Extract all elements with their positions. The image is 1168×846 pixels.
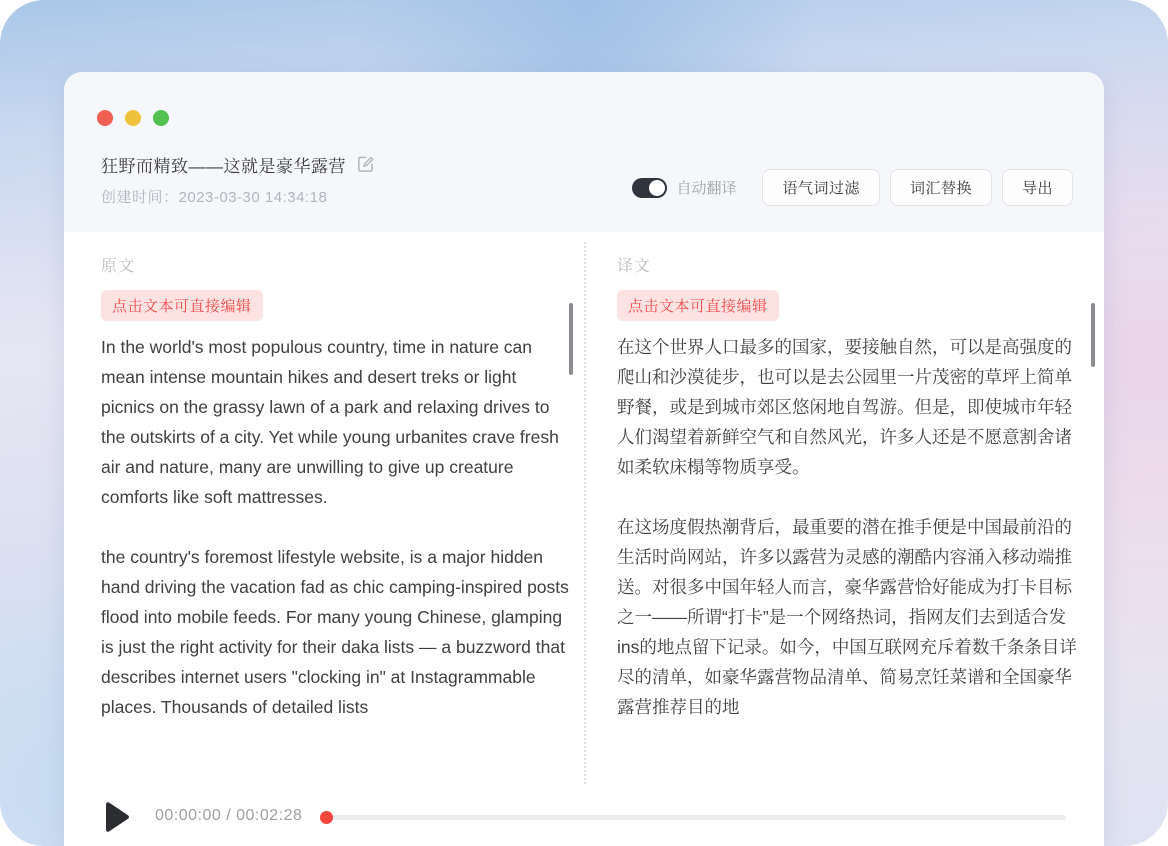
edit-title-button[interactable] [356, 155, 375, 174]
filter-tone-words-button[interactable]: 语气词过滤 [762, 169, 880, 206]
translation-heading: 译文 [617, 258, 652, 275]
source-paragraph[interactable]: the country's foremost lifestyle website, is a major hidden hand driving the vacation fad as chic camping-inspired posts flood into mobile feeds. For many young Chinese, glamping is just the right activity for their daka lists — a buzzword that describes internet users "clocking in" at Instagrammable places. Thousands of detailed lists [101, 547, 569, 717]
window-header [64, 72, 1104, 232]
document-title: 狂野而精致——这就是豪华露营 [101, 157, 346, 176]
translation-column [617, 232, 1085, 788]
translation-paragraph[interactable]: 在这个世界人口最多的国家，要接触自然，可以是高强度的爬山和沙漠徒步，也可以是去公园里一片茂密的草坪上简单野餐，或是到城市郊区悠闲地自驾游。但是，即使城市年轻人们渴望着新鲜空气和自然风光，许多人还是不愿意割舍诸如柔软床榻等物质享受。 [617, 337, 1072, 477]
vocabulary-replace-button[interactable]: 词汇替换 [890, 169, 992, 206]
progress-bar[interactable] [326, 815, 1066, 820]
play-button[interactable] [103, 801, 131, 833]
document-title-row [101, 152, 375, 177]
close-window-button[interactable] [97, 110, 113, 126]
source-edit-hint-badge: 点击文本可直接编辑 [101, 290, 263, 321]
translation-text [617, 332, 1085, 722]
translation-scrollbar-thumb[interactable] [1091, 303, 1095, 367]
zoom-window-button[interactable] [153, 110, 169, 126]
source-paragraph[interactable]: In the world's most populous country, time in nature can mean intense mountain hikes and desert treks or light picnics on the grassy lawn of a park and relaxing drives to the outskirts of a city. Yet while young urbanites crave fresh air and nature, many are unwilling to give up creature comforts like soft mattresses. [101, 337, 559, 507]
translation-edit-hint-badge: 点击文本可直接编辑 [617, 290, 779, 321]
export-button[interactable]: 导出 [1002, 169, 1073, 206]
header-controls [632, 169, 1073, 206]
auto-translate-label: 自动翻译 [676, 180, 737, 197]
translation-paragraph[interactable]: 在这场度假热潮背后，最重要的潜在推手便是中国最前沿的生活时尚网站，许多以露营为灵感的潮酷内容涌入移动端推送。对很多中国年轻人而言，豪华露营恰好能成为打卡目标之一——所谓“打卡”是一个网络热词，指网友们去到适合发ins的地点留下记录。如今，中国互联网充斥着数千条条目详尽的清单，如豪华露营物品清单、简易烹饪菜谱和全国豪华露营推荐目的地 [617, 517, 1077, 717]
source-heading: 原文 [101, 258, 136, 275]
created-time: 创建时间：2023-03-30 14:34:18 [101, 189, 328, 206]
play-icon [103, 801, 131, 833]
auto-translate-toggle[interactable] [632, 178, 667, 198]
source-text [101, 332, 569, 722]
playhead-dot[interactable] [320, 811, 333, 824]
edit-pencil-icon [356, 155, 375, 174]
column-divider [584, 242, 586, 784]
time-display: 00:00:00 / 00:02:28 [155, 807, 303, 824]
toggle-knob [649, 180, 665, 196]
traffic-lights [97, 110, 169, 126]
source-scrollbar-thumb[interactable] [569, 303, 573, 375]
document-window [64, 72, 1104, 846]
audio-player-bar [64, 788, 1104, 846]
content-area [64, 232, 1104, 788]
minimize-window-button[interactable] [125, 110, 141, 126]
source-column [101, 232, 569, 788]
